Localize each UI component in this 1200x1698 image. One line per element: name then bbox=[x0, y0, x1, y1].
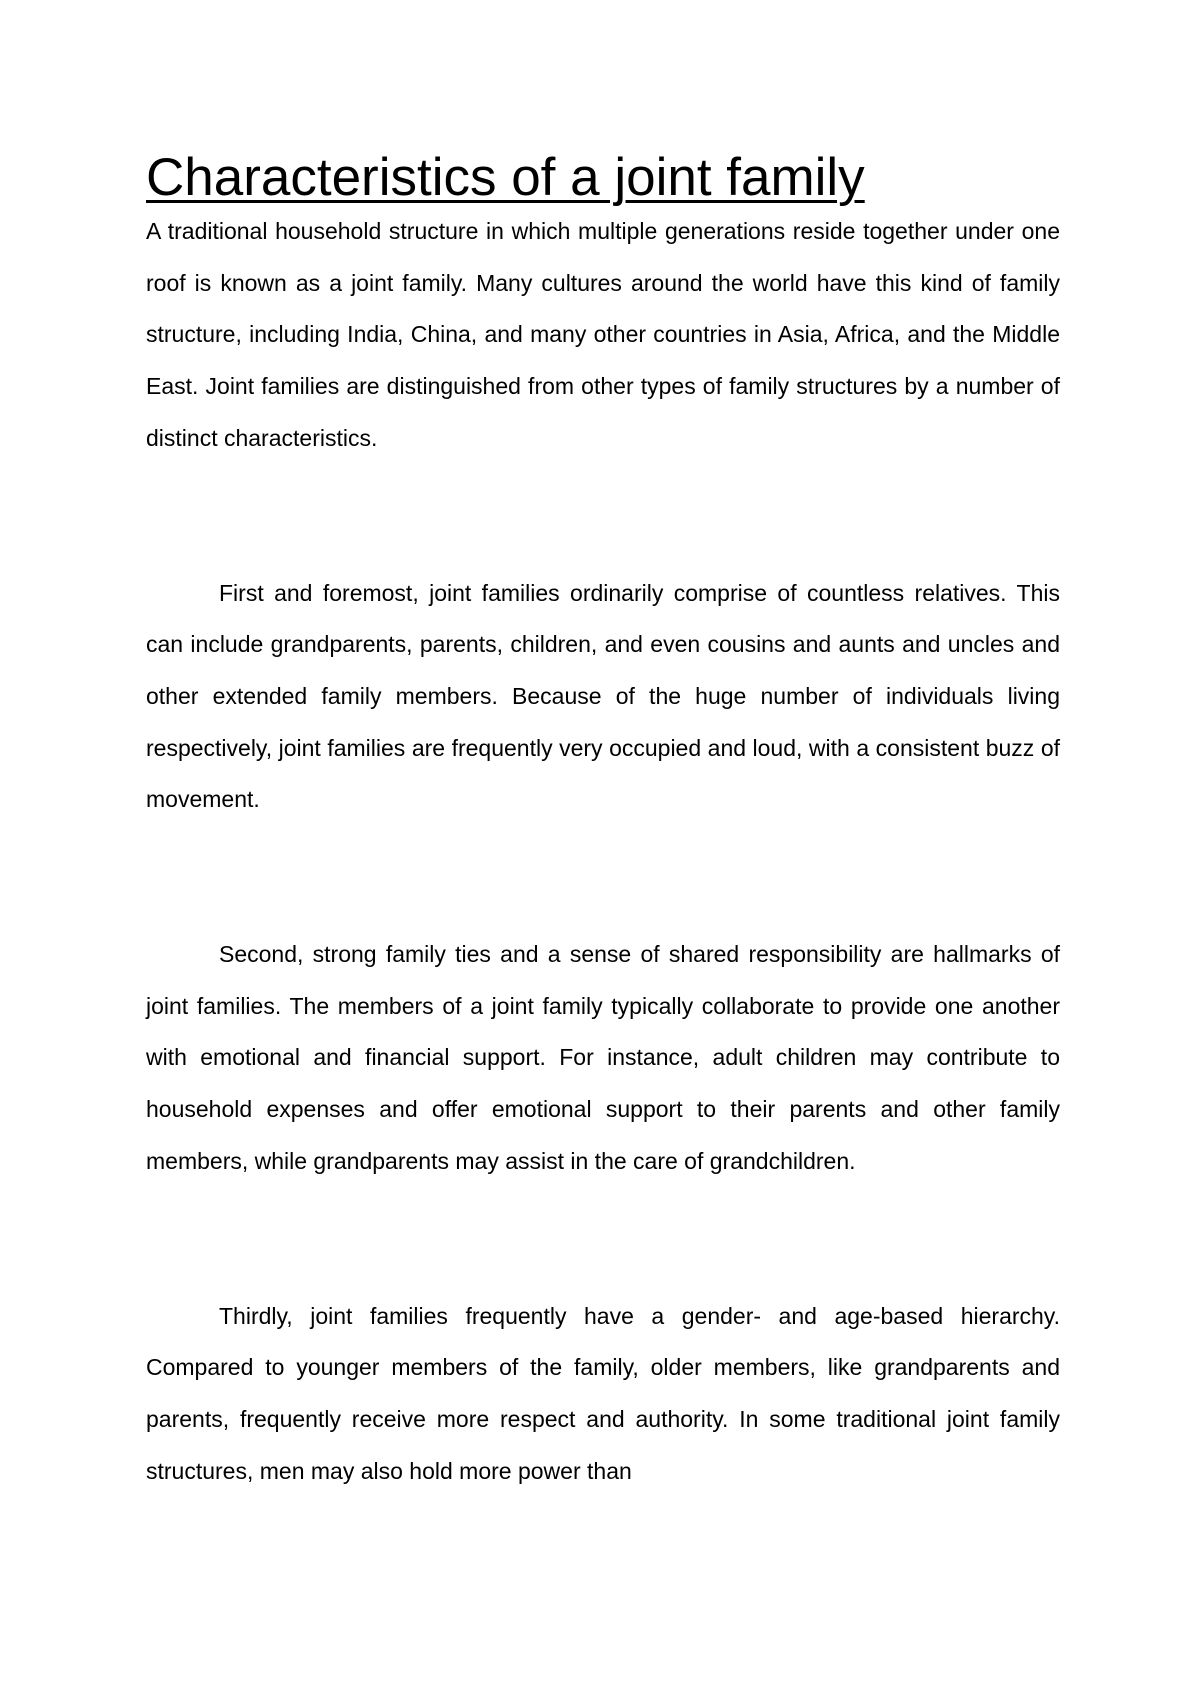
paragraph-second: Second, strong family ties and a sense of shared responsibility are hallmarks of joint families. The members of a joint family typically collaborate to provide one another with emotional and financial support. For instance, adult children may contribute to household expenses and offer emotional support to their parents and other family members, while grandparents may assist in the care of grandchildren. bbox=[146, 941, 1060, 1174]
paragraph-third: Thirdly, joint families frequently have a gender- and age-based hierarchy. Compared to younger members of the family, older members, like grandparents and parents, frequently receive more respect and authority. In some traditional joint family structures, men may also hold more power than bbox=[146, 1302, 1060, 1484]
document-title: Characteristics of a joint family bbox=[146, 148, 865, 207]
document-body bbox=[146, 206, 1060, 1497]
paragraph-intro: A traditional household structure in which multiple generations reside together under one roof is known as a joint family. Many cultures around the world have this kind of family structure, including India, China, and many other countries in Asia, Africa, and the Middle East. Joint families are distinguished from other types of family structures by a number of distinct characteristics. bbox=[146, 218, 1060, 451]
paragraph-first: First and foremost, joint families ordinarily comprise of countless relatives. This can include grandparents, parents, children, and even cousins and aunts and uncles and other extended family members. Because of the huge number of individuals living respectively, joint families are frequently very occupied and loud, with a consistent buzz of movement. bbox=[146, 579, 1060, 813]
